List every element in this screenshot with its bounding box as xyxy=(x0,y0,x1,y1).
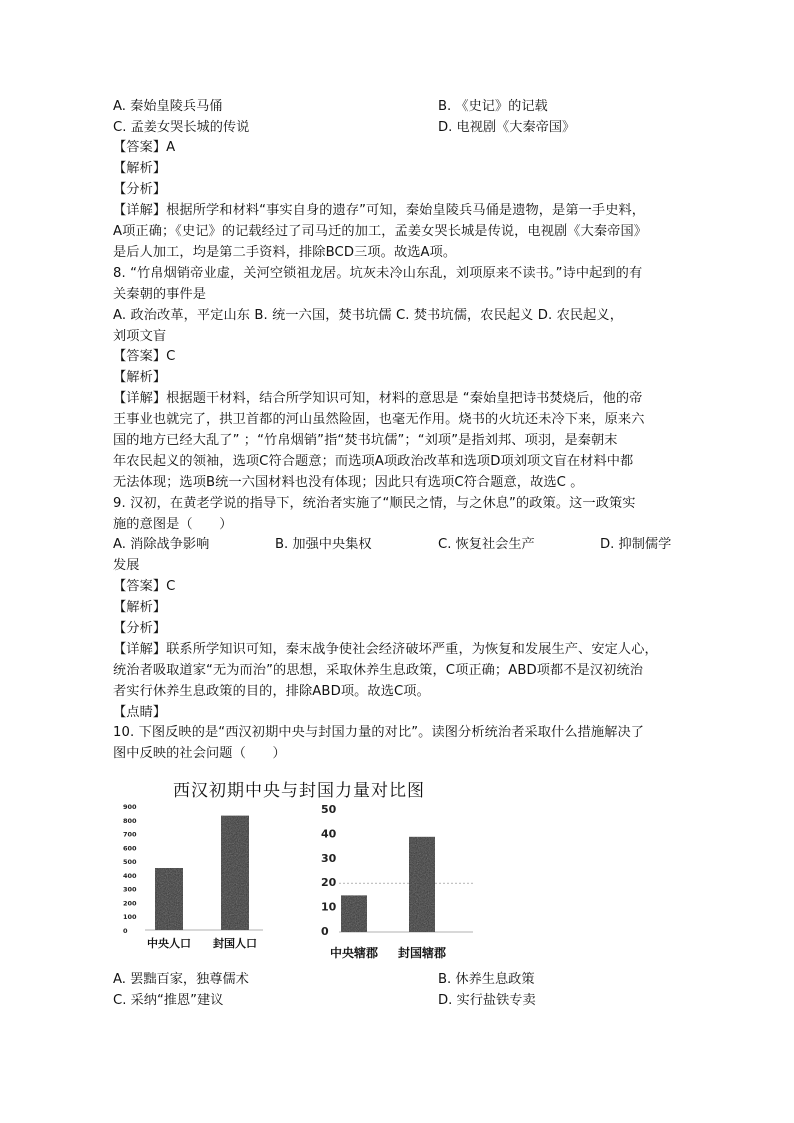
y-tick-label: 0 xyxy=(321,925,329,938)
x-category-label: 封国人口 xyxy=(213,937,257,950)
q8-detail-line: 年农民起义的领袖，选项C符合题意；而选项A项政治改革和选项D项刘项文盲在材料中都 xyxy=(113,454,634,469)
q9-options-line: 发展 xyxy=(113,558,140,573)
q10-option-d: D. 实行盐铁专卖 xyxy=(438,993,536,1008)
q9-option-c: C. 恢复社会生产 xyxy=(438,537,535,552)
q8-detail-line: 王事业也就完了，拱卫首都的河山虽然险固，也毫无作用。烧书的火坑还未冷下来，原来六 xyxy=(113,412,645,427)
y-tick-label: 600 xyxy=(123,844,137,853)
x-category-label: 中央辖郡 xyxy=(329,946,379,960)
q9-jiexi: 【解析】 xyxy=(113,600,167,615)
q8-options-line: A. 政治改革，平定山东 B. 统一六国，焚书坑儒 C. 焚书坑儒，农民起义 D. 农民起义， xyxy=(113,308,624,323)
y-tick-label: 300 xyxy=(123,885,137,894)
q8-jiexi: 【解析】 xyxy=(113,370,167,385)
q9-detail-line: 【详解】联系所学知识可知，秦末战争使社会经济破坏严重，为恢复和发展生产、安定人心， xyxy=(113,642,658,657)
q8-stem-line: 8. “竹帛烟销帝业虚，关河空锁祖龙居。坑灰未冷山东乱，刘项原来不读书。”诗中起到的有 xyxy=(113,266,643,281)
y-tick-label: 500 xyxy=(123,858,137,867)
q7-option-c: C. 孟姜女哭长城的传说 xyxy=(113,120,250,135)
x-category-label: 中央人口 xyxy=(147,937,191,950)
q9-fenxi: 【分析】 xyxy=(113,621,167,636)
q7-option-d: D. 电视剧《大秦帝国》 xyxy=(438,120,576,135)
q10-stem-line: 10. 下图反映的是“西汉初期中央与封国力量的对比”。读图分析统治者采取什么措施解决了 xyxy=(113,725,645,740)
q10-stem-line: 图中反映的社会问题（ ） xyxy=(113,746,286,761)
q7-fenxi: 【分析】 xyxy=(113,182,167,197)
q8-answer: 【答案】C xyxy=(113,349,176,364)
q10-option-a: A. 罢黜百家，独尊儒术 xyxy=(113,972,249,987)
q7-jiexi: 【解析】 xyxy=(113,161,167,176)
x-category-label: 封国辖郡 xyxy=(397,946,447,960)
q9-option-b: B. 加强中央集权 xyxy=(275,537,372,552)
y-tick-label: 200 xyxy=(123,899,137,908)
q9-dianjing: 【点睛】 xyxy=(113,705,167,720)
q8-detail-line: 【详解】根据题干材料，结合所学知识可知，材料的意思是 “秦始皇把诗书焚烧后，他的帝 xyxy=(113,391,643,406)
q10-option-b: B. 休养生息政策 xyxy=(438,972,535,987)
bar-texture xyxy=(221,816,249,930)
q8-stem-line: 关秦朝的事件是 xyxy=(113,287,207,302)
q7-answer: 【答案】A xyxy=(113,140,176,155)
q9-option-d: D. 抑制儒学 xyxy=(600,537,672,552)
q7-detail-line: A项正确；《史记》的记载经过了司马迁的加工，孟姜女哭长城是传说，电视剧《大秦帝国》 xyxy=(113,224,648,239)
q7-option-a: A. 秦始皇陵兵马俑 xyxy=(113,99,223,114)
q8-detail-line: 无法体现；选项B统一六国材料也没有体现；因此只有选项C符合题意，故选C 。 xyxy=(113,475,584,490)
y-tick-label: 0 xyxy=(123,927,128,935)
y-tick-label: 100 xyxy=(123,913,137,922)
y-tick-label: 900 xyxy=(123,803,137,811)
chart-title: 西汉初期中央与封国力量对比图 xyxy=(173,781,425,801)
y-tick-label: 400 xyxy=(123,871,137,880)
q8-options-line: 刘项文盲 xyxy=(113,329,167,344)
q10-option-c: C. 采纳“推恩”建议 xyxy=(113,993,224,1008)
y-tick-label: 50 xyxy=(321,803,337,816)
q8-detail-line: 国的地方已经大乱了” ；“竹帛烟销”指“焚书坑儒”；“刘项”是指刘邦、项羽，是秦朝末 xyxy=(113,433,618,448)
y-tick-label: 40 xyxy=(321,827,337,841)
q9-option-a: A. 消除战争影响 xyxy=(113,537,210,552)
q7-detail-line: 是后人加工，均是第二手资料，排除BCD三项。故选A项。 xyxy=(113,245,457,260)
chart-figure xyxy=(113,770,473,966)
q9-detail-line: 者实行休养生息政策的目的，排除ABD项。故选C项。 xyxy=(113,684,430,699)
y-tick-label: 700 xyxy=(123,830,137,839)
q9-answer: 【答案】C xyxy=(113,579,176,594)
q9-stem-line: 施的意图是（ ） xyxy=(113,517,233,532)
y-tick-label: 20 xyxy=(321,876,337,890)
y-tick-label: 10 xyxy=(321,900,337,914)
q7-option-b: B. 《史记》的记载 xyxy=(438,99,548,114)
bar-texture xyxy=(155,868,183,930)
bar-texture xyxy=(409,837,435,932)
q9-stem-line: 9. 汉初，在黄老学说的指导下，统治者实施了“顺民之情，与之休息”的政策。这一政策实 xyxy=(113,496,636,511)
y-tick-label: 800 xyxy=(123,816,137,825)
q9-detail-line: 统治者吸取道家“无为而治”的思想，采取休养生息政策，C项正确；ABD项都不是汉初统治 xyxy=(113,663,644,678)
q7-detail-line: 【详解】根据所学和材料“事实自身的遗存”可知，秦始皇陵兵马俑是遗物，是第一手史料， xyxy=(113,203,646,218)
y-tick-label: 30 xyxy=(321,851,337,865)
bar-texture xyxy=(341,895,367,932)
